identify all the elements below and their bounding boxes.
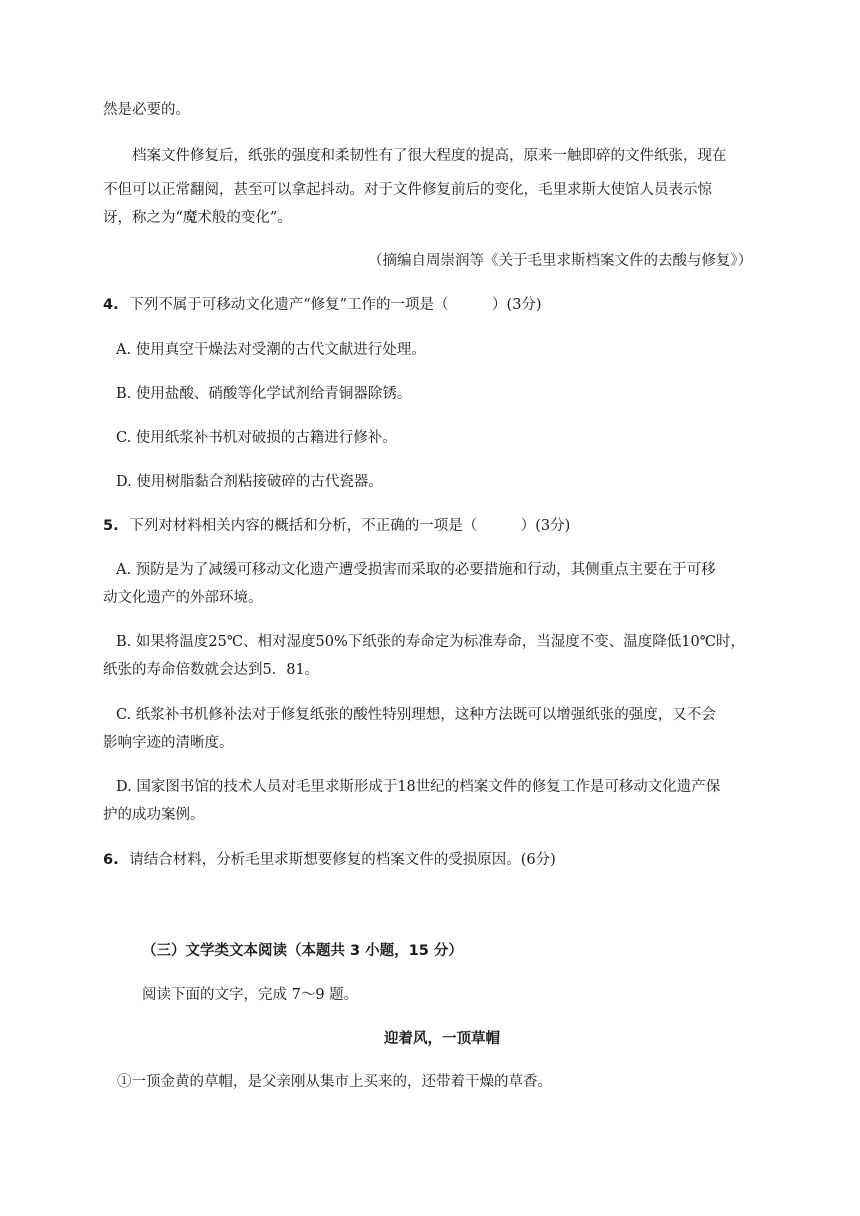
question-6: [103, 850, 556, 870]
question-5: [103, 516, 570, 536]
option-c-line1: C. 纸浆补书机修补法对于修复纸张的酸性特别理想，这种方法既可以增强纸张的强度，又不会: [116, 707, 716, 723]
option-a-line2: 动文化遗产的外部环境。: [103, 590, 263, 606]
passage-line: 档案文件修复后，纸张的强度和柔韧性有了很大程度的提高，原来一触即碎的文件纸张，现在: [132, 148, 727, 164]
option-b-line1: B. 如果将温度25℃、相对湿度50%下纸张的寿命定为标准寿命，当湿度不变、温度降低10℃时，: [116, 634, 745, 650]
option-d-line1: D. 国家图书馆的技术人员对毛里求斯形成于18世纪的档案文件的修复工作是可移动文化遗产保: [116, 779, 721, 795]
question-4: [103, 295, 542, 315]
question-number: 6.: [103, 852, 119, 868]
question-stem: 请结合材料，分析毛里求斯想要修复的档案文件的受损原因。(6分): [129, 852, 556, 868]
option-c: C. 使用纸浆补书机对破损的古籍进行修补。: [116, 430, 397, 446]
question-stem: 下列不属于可移动文化遗产“修复”工作的一项是（ ）(3分): [129, 297, 542, 313]
section-instruction: 阅读下面的文字，完成 7～9 题。: [142, 987, 359, 1003]
passage-line: 讶，称之为“魔术般的变化”。: [103, 210, 292, 226]
passage-line: 不但可以正常翻阅，甚至可以拿起抖动。对于文件修复前后的变化，毛里求斯大使馆人员表示惊: [103, 182, 712, 198]
story-title: 迎着风，一顶草帽: [384, 1031, 500, 1047]
option-b-line2: 纸张的寿命倍数就会达到5．81。: [103, 662, 320, 678]
story-paragraph: ①一顶金黄的草帽，是父亲刚从集市上买来的，还带着干燥的草香。: [117, 1074, 552, 1090]
question-stem: 下列对材料相关内容的概括和分析，不正确的一项是（ ）(3分): [129, 518, 571, 534]
option-c-line2: 影响字迹的清晰度。: [103, 735, 234, 751]
section-heading: （三）文学类文本阅读（本题共 3 小题，15 分）: [142, 943, 463, 959]
option-d: D. 使用树脂黏合剂粘接破碎的古代瓷器。: [116, 474, 383, 490]
source-citation: （摘编自周崇润等《关于毛里求斯档案文件的去酸与修复》）: [368, 253, 753, 269]
passage-line: 然是必要的。: [103, 102, 190, 118]
option-a: A. 使用真空干燥法对受潮的古代文献进行处理。: [116, 342, 426, 358]
option-b: B. 使用盐酸、硝酸等化学试剂给青铜器除锈。: [116, 386, 412, 402]
question-number: 5.: [103, 518, 119, 534]
question-number: 4.: [103, 297, 119, 313]
option-a-line1: A. 预防是为了减缓可移动文化遗产遭受损害而采取的必要措施和行动，其侧重点主要在于可移: [116, 562, 716, 578]
option-d-line2: 护的成功案例。: [103, 807, 205, 823]
